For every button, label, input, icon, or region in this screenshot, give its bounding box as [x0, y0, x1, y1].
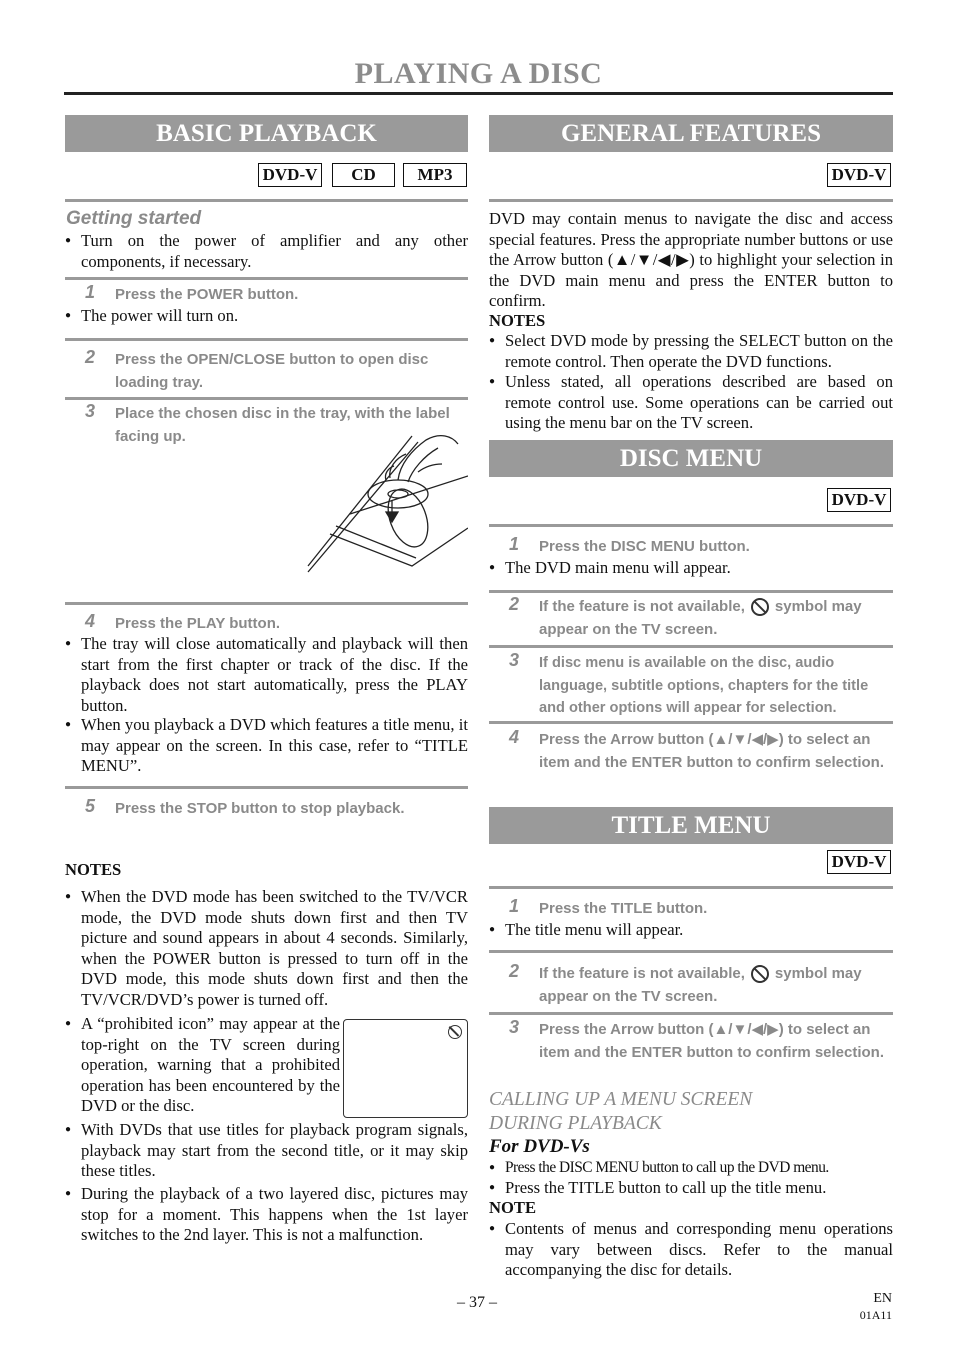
step-number: 1 — [509, 896, 520, 916]
title-rule — [64, 92, 893, 95]
tag-mp3: MP3 — [403, 163, 467, 187]
getting-started-heading: Getting started — [66, 208, 202, 229]
step-number: 2 — [85, 347, 96, 367]
list-item: ● The tray will close automatically and playback will then start from the first chapter or track of the disc. If the playback does not start automatically, press the PLAY button. — [65, 634, 468, 716]
tag-dvd-v: DVD-V — [827, 850, 891, 874]
step-rule — [489, 950, 893, 953]
tag-dvd-v: DVD-V — [827, 163, 891, 187]
for-dvd-heading: For DVD-Vs — [489, 1136, 590, 1157]
footer-code — [850, 1291, 892, 1323]
page-title: PLAYING A DISC — [354, 57, 603, 90]
prohibited-icon — [751, 965, 769, 983]
step-rule — [65, 338, 468, 341]
step-2: 2 If the feature is not available, symbol may appear on the TV screen. — [509, 961, 862, 1005]
calling-up-heading: CALLING UP A MENU SCREEN DURING PLAYBACK — [489, 1089, 753, 1134]
list-item: ● When you playback a DVD which features a title menu, it may appear on the screen. In this case, refer to “TITLE MENU”. — [65, 715, 468, 777]
list-item: ● Press the DISC MENU button to call up the DVD menu. — [489, 1158, 893, 1179]
step-number: 4 — [509, 727, 520, 747]
lang-code: EN — [873, 1291, 892, 1306]
step-number: 1 — [509, 534, 520, 554]
list-item: ● With DVDs that use titles for playback program signals, playback may start from the second title, or it may skip these titles. — [65, 1120, 468, 1182]
list-item: ● The title menu will appear. — [489, 920, 893, 941]
list-item: ● Press the TITLE button to call up the title menu. — [489, 1178, 893, 1199]
step-2: 2 If the feature is not available, symbol may appear on the TV screen. — [509, 594, 862, 638]
step-3: 3 Press the Arrow button (▲/▼/◀/▶) to select an item and the ENTER button to confirm selection. — [509, 1017, 885, 1061]
step-rule — [65, 602, 468, 605]
section-rule — [489, 524, 893, 527]
step-rule — [65, 786, 468, 789]
step-number: 3 — [509, 1017, 520, 1037]
step-2: 2 Press the OPEN/CLOSE button to open disc loading tray. — [85, 347, 429, 391]
step-1: 1 Press the DISC MENU button. — [509, 534, 750, 555]
step-number: 2 — [509, 961, 520, 981]
list-item: ● Contents of menus and corresponding menu operations may vary between discs. Refer to the manual accompanying the disc for details. — [489, 1219, 893, 1281]
disc-menu-heading: DISC MENU — [489, 440, 893, 477]
step-5: 5 Press the STOP button to stop playback. — [85, 796, 405, 817]
step-rule — [489, 590, 893, 593]
step-number: 2 — [509, 594, 520, 614]
tag-dvd-v: DVD-V — [827, 488, 891, 512]
step-3: 3 If disc menu is available on the disc, audio language, subtitle options, chapters for the title and other options will appear for selection. — [509, 650, 869, 716]
list-item: ● The power will turn on. — [65, 306, 468, 327]
general-features-heading: GENERAL FEATURES — [489, 115, 893, 152]
list-item: ● The DVD main menu will appear. — [489, 558, 893, 579]
step-1: 1 Press the POWER button. — [85, 282, 299, 303]
basic-playback-heading: BASIC PLAYBACK — [65, 115, 468, 152]
step-1: 1 Press the TITLE button. — [509, 896, 708, 917]
list-item: ● During the playback of a two layered disc, pictures may stop for a moment. This happens when the 1st layer switches to the 2nd layer. This is not a malfunction. — [65, 1184, 468, 1246]
step-rule — [65, 277, 468, 280]
note-heading: NOTE — [489, 1198, 537, 1217]
general-intro: DVD may contain menus to navigate the disc and access special features. Press the appropriate number buttons or use the Arrow button (▲/▼/◀/▶) to highlight your selection in the DVD main menu and press the ENTER button to confirm. — [489, 209, 893, 310]
tag-cd: CD — [332, 163, 395, 187]
model-code: 01A11 — [859, 1308, 892, 1322]
section-rule — [489, 886, 893, 889]
list-item: ● A “prohibited icon” may appear at the top-right on the TV screen during operation, warning that a prohibited operation has been encountered by the DVD or the disc. — [65, 1014, 340, 1117]
disc-tray-illustration — [300, 428, 468, 574]
section-rule — [65, 199, 468, 202]
list-item: ● Unless stated, all operations described are based on remote control use. Some operations can be carried out using the menu bar on the TV screen. — [489, 372, 893, 434]
prohibited-icon — [448, 1025, 462, 1039]
tag-dvd-v: DVD-V — [258, 163, 322, 187]
list-item: ● Select DVD mode by pressing the SELECT button on the remote control. Then operate the DVD functions. — [489, 331, 893, 372]
title-menu-heading: TITLE MENU — [489, 807, 893, 844]
tv-screen-illustration — [343, 1019, 468, 1118]
notes-heading: NOTES — [489, 311, 546, 330]
step-rule — [489, 645, 893, 648]
step-rule — [489, 1012, 893, 1015]
notes-heading: NOTES — [65, 860, 122, 879]
step-rule — [65, 397, 468, 400]
step-3: 3 Place the chosen disc in the tray, with the label facing up. — [85, 401, 450, 445]
step-rule — [489, 721, 893, 724]
step-number: 1 — [85, 282, 96, 302]
list-item: ● When the DVD mode has been switched to the TV/VCR mode, the DVD mode shuts down first and then TV picture and sound appears in about 4 seconds. Similarly, when the POWER button is pressed to turn off in the DVD mode, this mode shuts down first and then the TV/VCR/DVD’s power is turned off. — [65, 887, 468, 1010]
step-4: 4 Press the PLAY button. — [85, 611, 281, 632]
page-number: – 37 – — [457, 1294, 497, 1311]
step-number: 3 — [509, 650, 520, 670]
list-item: ● Turn on the power of amplifier and any other components, if necessary. — [65, 231, 468, 272]
step-number: 4 — [85, 611, 96, 631]
section-rule — [489, 199, 893, 202]
step-number: 3 — [85, 401, 96, 421]
step-4: 4 Press the Arrow button (▲/▼/◀/▶) to select an item and the ENTER button to confirm selection. — [509, 727, 885, 771]
step-number: 5 — [85, 796, 96, 816]
prohibited-icon — [751, 598, 769, 616]
